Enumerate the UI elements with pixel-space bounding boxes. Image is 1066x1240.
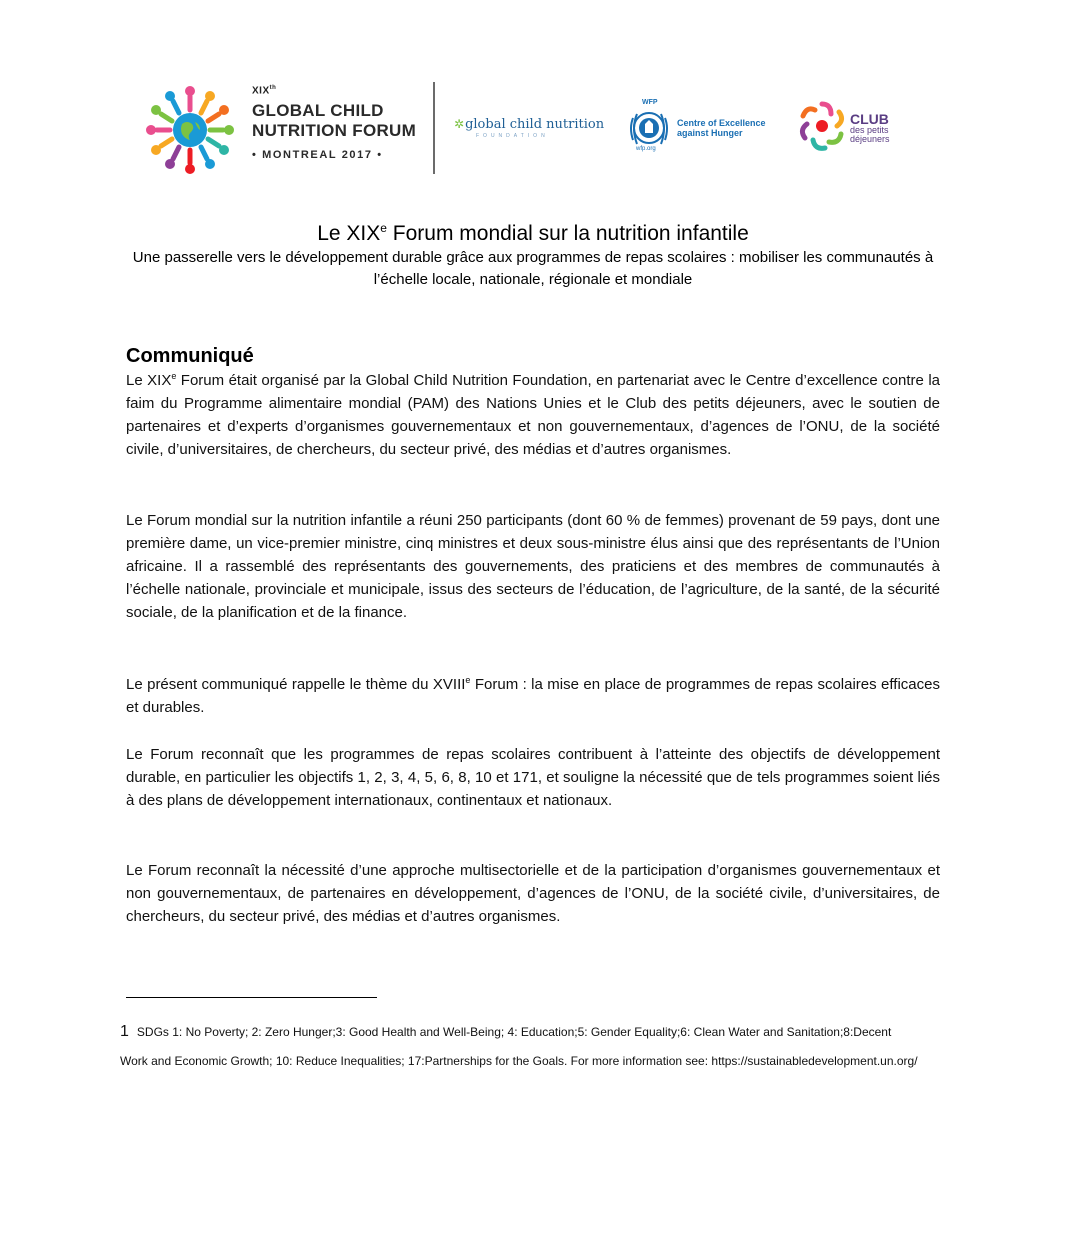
foundation-logo — [454, 115, 604, 139]
paragraph-3: Le présent communiqué rappelle le thème du XVIIIe Forum : la mise en place de programmes de repas scolaires efficaces et durables. — [126, 675, 940, 716]
section-heading: Communiqué — [126, 345, 254, 367]
footnote-number: 1 — [120, 1023, 129, 1040]
club-emblem-logo — [795, 98, 849, 154]
foundation-name: global child nutrition — [465, 117, 605, 132]
foundation-star-icon: ✲ — [454, 117, 465, 131]
wfp-label: WFP — [642, 99, 658, 106]
gcnf-name-line1: GLOBAL CHILD — [252, 101, 384, 121]
foundation-sub: FOUNDATION — [476, 133, 549, 139]
gcnf-edition: XIXth — [252, 85, 277, 97]
logo-divider — [433, 82, 435, 174]
paragraph-4: Le Forum reconnaît que les programmes de repas scolaires contribuent à l’atteinte des objectifs de développement durable, en particulier les objectifs 1, 2, 3, 4, 5, 6, 8, 10 et 171, et souligne la nécessité que de tels programmes soient liés à des plans de développement internationaux, continentaux et nationaux. — [126, 746, 940, 809]
document-title: Le XIXe Forum mondial sur la nutrition infantile — [317, 221, 749, 245]
footnote-separator — [126, 997, 377, 998]
footnote — [120, 1017, 920, 1076]
wfp-url: wfp.org — [636, 146, 656, 152]
gcnf-name-line2: NUTRITION FORUM — [252, 121, 417, 141]
footnote-text: SDGs 1: No Poverty; 2: Zero Hunger;3: Good Health and Well-Being; 4: Education;5: Gender Equality;6: Clean Water and Sanitation;8:Decent Work and Economic Growth; 10: Reduce Inequalities; 17:Partnerships for the Goals. For more information see: https://sustainabledevelopment.un.org/ — [120, 1025, 918, 1068]
gcnf-logo-text — [252, 85, 416, 161]
paragraph-1: Le XIXe Forum était organisé par la Global Child Nutrition Foundation, en partenariat avec le Centre d’excellence contre la faim du Programme alimentaire mondial (PAM) des Nations Unies et le Club des petits déjeuners, avec le soutien de partenaires et d’experts d’organismes gouvernementaux et non gouvernementaux, d’agences de l’ONU, de la société civile, d’universitaires, de chercheurs, du secteur privé, des médias et d’autres organismes. — [126, 371, 941, 458]
club-logo-text: CLUB des petits déjeuners — [850, 111, 890, 144]
paragraph-2: Le Forum mondial sur la nutrition infantile a réuni 250 participants (dont 60 % de femmes) provenant de 59 pays, dont une première dame, un vice-premier ministre, cinq ministres et deux sous-ministre élus ainsi que des représentants de l’Union africaine. Il a rassemblé des représentants des gouvernements, des praticiens et des membres de communautés à l’échelle nationale, provinciale et municipale, issus des secteurs de l’éducation, de l’agriculture, de la santé, de la sécurité sociale, de la planification et de la finance. — [126, 512, 940, 621]
gcnf-emblem-logo — [145, 84, 235, 174]
gcnf-city-year: • MONTREAL 2017 • — [252, 149, 383, 162]
coe-logo-text: Centre of Excellence against Hunger — [677, 118, 766, 138]
paragraph-5: Le Forum reconnaît la nécessité d’une approche multisectorielle et de la participation d’organismes gouvernementaux et non gouvernementaux, de partenaires en développement, d’agences de l’ONU, de la société civile, d’universitaires, de chercheurs, du secteur privé, des médias et d’autres organismes. — [126, 862, 940, 925]
logo-header — [0, 0, 1066, 200]
document-subtitle: Une passerelle vers le développement durable grâce aux programmes de repas scolaires : mobiliser les communautés à l’échelle locale, nationale, régionale et mondiale — [132, 249, 934, 288]
